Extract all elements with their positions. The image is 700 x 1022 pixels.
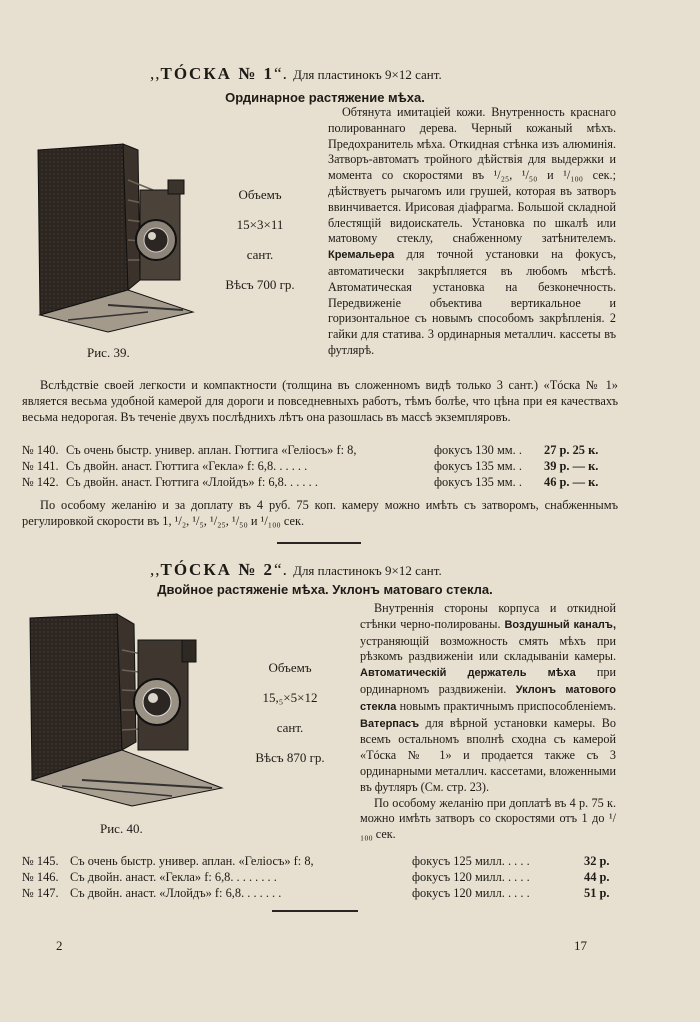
volume-unit: сант. — [246, 247, 274, 262]
price-item-140: № 140. Съ очень быстр. универ. аплан. Гюттига «Гелiосъ» f: 8, фокусъ 130 мм. . 27 р. 25 к. — [22, 443, 599, 457]
volume-label: Объемъ — [238, 187, 282, 202]
section-divider — [277, 542, 361, 544]
section1-note: По особому желанiю и за доплату въ 4 руб. 75 коп. камеру можно имѣть съ затворомъ, снабженнымъ регулировкой скорости въ 1, ¹/₂, ¹/₅, ¹/₂₅, ¹/₅₀ и ¹/₁₀₀ сек. — [22, 498, 618, 528]
section1-title-main: ТÓСКА № 1 — [160, 64, 275, 83]
volume-value: 15,₅×5×12 — [262, 690, 318, 705]
price-item-141: № 141. Съ двойн. анаст. Гюттига «Гекла» f: 6,8. . . . . . фокусъ 135 мм. . 39 р. — к. — [22, 459, 599, 473]
price-item-145: № 145. Съ очень быстр. универ. аплан. «Гелiосъ» f: 8, фокусъ 125 милл. . . . . 32 р. — [22, 854, 610, 868]
section2-subtitle: Двойное растяженiе мѣха. Уклонъ матоваго стекла. — [157, 582, 493, 597]
section1-subtitle: Ординарное растяжение мѣха. — [225, 90, 425, 105]
price-item-146: № 146. Съ двойн. анаст. «Гекла» f: 6,8. . . . . . . . фокусъ 120 милл. . . . . 44 р. — [22, 870, 610, 884]
price-item-142: № 142. Съ двойн. анаст. Гюттига «Ллойдъ» f: 6,8. . . . . . фокусъ 135 мм. . 46 р. — к. — [22, 475, 599, 489]
section2-plates: Для пластинокъ 9×12 сант. — [293, 563, 442, 578]
weight: Вѣсъ 700 гр. — [225, 277, 295, 292]
section1-title: ,,ТÓСКА № 1“. Для пластинокъ 9×12 сант. — [150, 64, 442, 83]
figure-caption-40: Рис. 40. — [100, 821, 143, 836]
page-number: 17 — [574, 938, 587, 953]
section2-price-list — [22, 853, 622, 903]
footer-left-mark: 2 — [56, 938, 63, 953]
section2-description: Внутреннiя стороны корпуса и откидной стѣнки черно-полированы. Воздушный каналъ, устраняющiй возможность смять мѣхъ при рѣзкомъ раздвиженiи или складыванiи камеры. Автоматическiй держатель мѣха при ординарномъ раздвиженiи. Уклонъ матового стекла новымъ практичнымъ приспособленiемъ. Ватерпасъ для вѣрной установки камеры. Во всемъ остальномъ вполнѣ сходна съ камерой «Тóска № 1» и продается также съ 3 ординарными металлич. кассетами, вложенными въ футляръ (См. стр. 23). По особому желанiю при доплатѣ въ 4 р. 75 к. можно имѣть затворъ со скоростями отъ 1 до ¹/₁₀₀ сек. — [360, 601, 617, 842]
section-end-divider — [272, 910, 358, 912]
figure-caption-39: Рис. 39. — [87, 345, 130, 360]
section1-paragraph: Вслѣдствiе своей легкости и компактности (толщина въ сложенномъ видѣ только 3 сант.) «Тóска № 1» является весьма удобной камерой для дороги и повседневныхъ работъ, тѣмъ болѣе, что цѣна при ея качествахъ весьма недорогая. Въ теченiе двухъ послѣднихъ лѣтъ она разошлась въ массѣ экземпляровъ. — [22, 378, 618, 424]
camera-figure-40 — [22, 610, 227, 810]
section1-price-list — [22, 442, 622, 492]
section2-title: ,,ТÓСКА № 2“. Для пластинокъ 9×12 сант. — [150, 560, 442, 579]
volume-unit: сант. — [276, 720, 304, 735]
section1-plates: Для пластинокъ 9×12 сант. — [293, 67, 442, 82]
section2-title-main: ТÓСКА № 2 — [160, 560, 275, 579]
weight: Вѣсъ 870 гр. — [255, 750, 325, 765]
camera-figure-39 — [28, 140, 208, 340]
kremalera-bold: Кремальера — [328, 249, 395, 262]
section1-specs — [200, 180, 320, 300]
volume-value: 15×3×11 — [236, 217, 284, 232]
section1-description: Обтянута имитацiей кожи. Внутренность краснаго полированнаго дерева. Черный кожаный мѣхъ. Предохранитель мѣха. Откидная стѣнка изъ алюминiя. Затворъ-автоматъ тройного дѣйствiя для выдержки и момента со скоростями въ ¹/₂₅, ¹/₅₀ и ¹/₁₀₀ сек.; дѣйствуетъ рычагомъ или грушей, которая въ затворъ ввинчивается. Ирисовая дiафрагма. Большой складной блестящiй видоискатель. Установка по шкалѣ или матовому стеклу, снабженному затѣнителемъ. Кремальера для точной установки на фокусъ, автоматически закрѣпляется въ любомъ мѣстѣ. Автоматическая установка на безконечность. Передвиженiе объектива вертикальное и горизонтальное съ новымъ способомъ закрѣпленiя. 2 гайки для статива. 3 ординарныя металлич. кассеты въ футлярѣ. — [328, 105, 616, 357]
section2-specs — [230, 653, 350, 773]
volume-label: Объемъ — [268, 660, 312, 675]
price-item-147: № 147. Съ двойн. анаст. «Ллойдъ» f: 6,8. . . . . . . фокусъ 120 милл. . . . . 51 р. — [22, 886, 610, 900]
